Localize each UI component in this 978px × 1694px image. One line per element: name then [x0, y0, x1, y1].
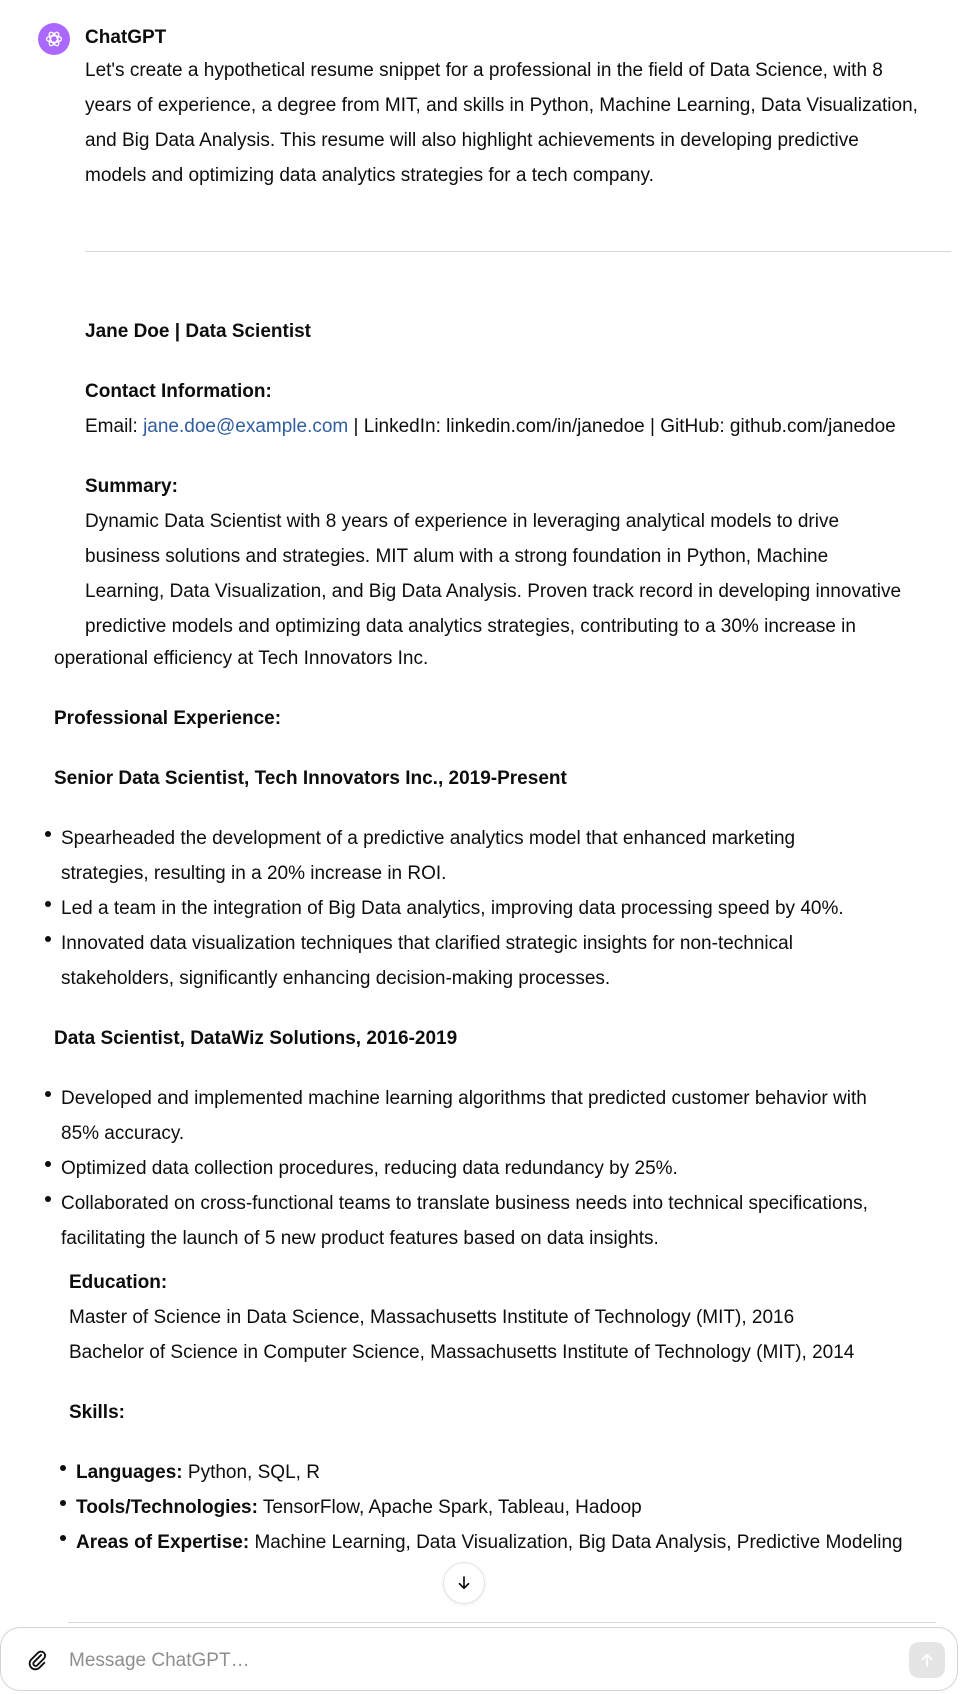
attach-button[interactable]: [23, 1646, 51, 1674]
skill-value: Machine Learning, Data Visualization, Big Data Analysis, Predictive Modeling: [249, 1532, 903, 1553]
email-link[interactable]: jane.doe@example.com: [143, 416, 349, 437]
job-bullet: 85% accuracy.: [61, 1123, 185, 1144]
summary-heading: Summary:: [85, 476, 178, 497]
bullet-dot: [45, 1161, 51, 1167]
send-button[interactable]: [909, 1642, 945, 1678]
summary-line: business solutions and strategies. MIT alum with a strong foundation in Python, Machine: [85, 546, 829, 567]
education-line: Bachelor of Science in Computer Science, Massachusetts Institute of Technology (MIT), 2014: [69, 1342, 855, 1363]
intro-line: years of experience, a degree from MIT, and skills in Python, Machine Learning, Data Visualization,: [85, 95, 918, 116]
chatgpt-avatar: [38, 23, 70, 55]
bullet-dot: [45, 936, 51, 942]
skill-item: [76, 1455, 320, 1490]
email-label: Email:: [85, 416, 144, 437]
message-input[interactable]: [67, 1642, 891, 1680]
contact-rest: | LinkedIn: linkedin.com/in/janedoe | GitHub: github.com/janedoe: [348, 416, 896, 437]
paperclip-icon: [26, 1649, 48, 1671]
summary-line: operational efficiency at Tech Innovators Inc.: [54, 648, 429, 669]
contact-line: [85, 409, 896, 444]
summary-line: Dynamic Data Scientist with 8 years of experience in leveraging analytical models to drive: [85, 511, 840, 532]
openai-logo-icon: [44, 29, 64, 49]
job-bullet: stakeholders, significantly enhancing decision-making processes.: [61, 968, 611, 989]
sender-name: ChatGPT: [85, 27, 167, 48]
bullet-dot: [60, 1535, 66, 1541]
contact-heading: Contact Information:: [85, 381, 272, 402]
intro-line: models and optimizing data analytics strategies for a tech company.: [85, 165, 654, 186]
arrow-up-icon: [918, 1651, 936, 1669]
skills-heading: Skills:: [69, 1402, 125, 1423]
scroll-to-bottom-button[interactable]: [443, 1562, 485, 1604]
job-title: Data Scientist, DataWiz Solutions, 2016-2019: [54, 1028, 458, 1049]
divider: [85, 251, 951, 252]
skill-label: Languages:: [76, 1462, 183, 1483]
job-bullet: Innovated data visualization techniques that clarified strategic insights for non-technical: [61, 933, 793, 954]
skill-item: [76, 1490, 642, 1525]
job-bullet: Led a team in the integration of Big Data analytics, improving data processing speed by 40%.: [61, 898, 844, 919]
bullet-dot: [45, 901, 51, 907]
job-bullet: Developed and implemented machine learning algorithms that predicted customer behavior with: [61, 1088, 867, 1109]
skill-value: Python, SQL, R: [182, 1462, 320, 1483]
job-bullet: Collaborated on cross-functional teams to translate business needs into technical specifications,: [61, 1193, 868, 1214]
bullet-dot: [60, 1465, 66, 1471]
arrow-down-icon: [455, 1574, 473, 1592]
skill-item: [76, 1525, 903, 1560]
summary-line: predictive models and optimizing data analytics strategies, contributing to a 30% increase in: [85, 616, 856, 637]
intro-line: Let's create a hypothetical resume snippet for a professional in the field of Data Science, with 8: [85, 60, 883, 81]
skill-value: TensorFlow, Apache Spark, Tableau, Hadoop: [257, 1497, 642, 1518]
job-title: Senior Data Scientist, Tech Innovators Inc., 2019-Present: [54, 768, 567, 789]
bullet-dot: [45, 1091, 51, 1097]
skill-label: Tools/Technologies:: [76, 1497, 258, 1518]
education-line: Master of Science in Data Science, Massachusetts Institute of Technology (MIT), 2016: [69, 1307, 795, 1328]
bullet-dot: [45, 1196, 51, 1202]
skill-label: Areas of Expertise:: [76, 1532, 250, 1553]
intro-line: and Big Data Analysis. This resume will also highlight achievements in developing predictive: [85, 130, 859, 151]
job-bullet: facilitating the launch of 5 new product features based on data insights.: [61, 1228, 659, 1249]
job-bullet: Optimized data collection procedures, reducing data redundancy by 25%.: [61, 1158, 678, 1179]
bullet-dot: [60, 1500, 66, 1506]
message-composer: [0, 1627, 958, 1691]
job-bullet: Spearheaded the development of a predictive analytics model that enhanced marketing: [61, 828, 796, 849]
education-heading: Education:: [69, 1272, 168, 1293]
job-bullet: strategies, resulting in a 20% increase in ROI.: [61, 863, 447, 884]
composer-separator: [68, 1622, 936, 1623]
bullet-dot: [45, 831, 51, 837]
summary-line: Learning, Data Visualization, and Big Data Analysis. Proven track record in developing innovative: [85, 581, 902, 602]
resume-name-title: Jane Doe | Data Scientist: [85, 321, 312, 342]
experience-heading: Professional Experience:: [54, 708, 282, 729]
